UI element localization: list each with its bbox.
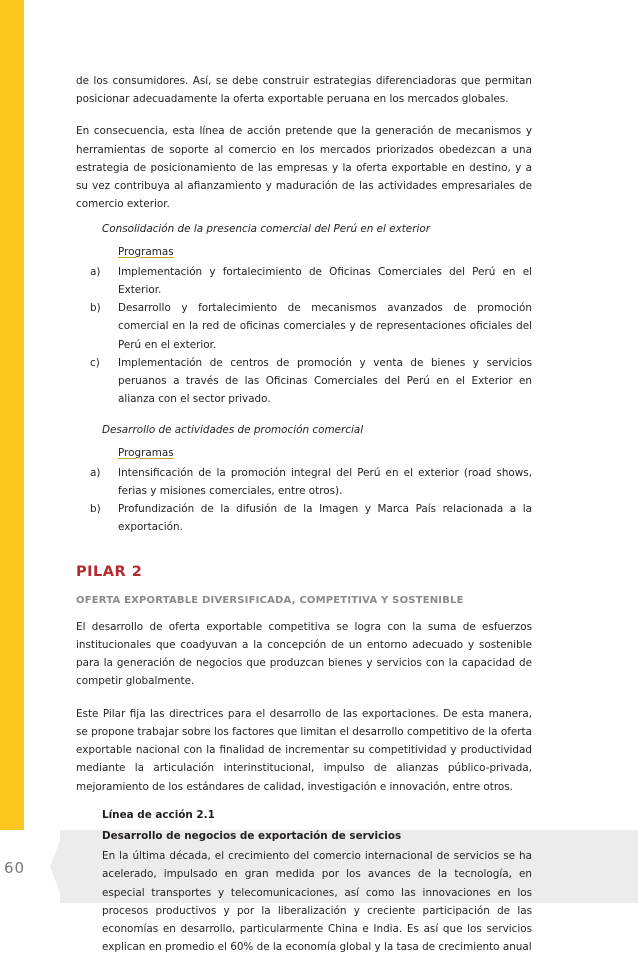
list-item-text: Desarrollo y fortalecimiento de mecanismos avanzados de promoción comercial en la red de oficinas comerciales y de representaciones oficiales del Perú en el exterior. xyxy=(118,302,532,351)
programas-list xyxy=(90,263,532,409)
list-item xyxy=(90,354,532,409)
intro-paragraph: En consecuencia, esta línea de acción pretende que la generación de mecanismos y herramientas de soporte al comercio en los mercados priorizados obedezcan a una estrategia de posicionamiento de las empresas y la oferta exportable en destino, y a su vez contribuya al afianzamiento y maduración de las actividades empresariales de comercio exterior. xyxy=(76,125,532,211)
section-title-consolidacion: Consolidación de la presencia comercial del Perú en el exterior xyxy=(102,223,430,236)
list-item xyxy=(90,464,532,500)
list-item xyxy=(90,299,532,354)
list-item-text: Profundización de la difusión de la Imagen y Marca País relacionada a la exportación. xyxy=(118,503,532,534)
action-line-block xyxy=(102,806,532,956)
page-content xyxy=(76,72,532,956)
list-marker: b) xyxy=(90,302,101,315)
list-marker: a) xyxy=(90,265,101,278)
page-number: 60 xyxy=(4,859,26,877)
list-item xyxy=(90,263,532,299)
action-line-subheading: Desarrollo de negocios de exportación de servicios xyxy=(102,829,402,842)
list-marker: c) xyxy=(90,356,100,369)
pillar-subtitle: OFERTA EXPORTABLE DIVERSIFICADA, COMPETITIVA Y SOSTENIBLE xyxy=(76,594,464,606)
intro-paragraph-continued: de los consumidores. Así, se debe construir estrategias diferenciadoras que permitan posicionar adecuadamente la oferta exportable peruana en los mercados globales. xyxy=(76,75,532,106)
pillar-title: PILAR 2 xyxy=(76,563,143,580)
programas-list xyxy=(90,464,532,537)
list-item-text: Intensificación de la promoción integral del Perú en el exterior (road shows, ferias y misiones comerciales, entre otros). xyxy=(118,466,532,498)
action-line-paragraph: En la última década, el crecimiento del comercio internacional de servicios se ha acelerado, impulsado en gran medida por los avances de la tecnología, en especial transportes y telecomunicaciones, así como las innovaciones en los procesos productivos y por la liberalización y creciente participación de las economías en desarrollo, particularmente China e India. Es así que los servicios explican en promedio el 60% de la economía global y la tasa de crecimiento anual xyxy=(102,850,532,954)
action-line-heading: Línea de acción 2.1 xyxy=(102,808,215,821)
list-item-text: Implementación y fortalecimiento de Oficinas Comerciales del Perú en el Exterior. xyxy=(118,265,532,297)
programas-label: Programas xyxy=(118,245,174,258)
programas-label: Programas xyxy=(118,446,174,459)
pillar-paragraph: Este Pilar fija las directrices para el desarrollo de las exportaciones. De esta manera, se propone trabajar sobre los factores que limitan el desarrollo competitivo de la oferta exportable nacional con la finalidad de incrementar su competitividad y productividad mediante la articulación interinstitucional, impulso de alianzas público-privada, mejoramiento de los estándares de calidad, investigación e innovación, entre otros. xyxy=(76,707,532,793)
list-item xyxy=(90,500,532,536)
list-item-text: Implementación de centros de promoción y venta de bienes y servicios peruanos a través de las Oficinas Comerciales del Perú en el Exterior en alianza con el sector privado. xyxy=(118,356,532,406)
footer-chevron-shape xyxy=(44,830,80,903)
yellow-side-bar xyxy=(0,0,24,830)
pillar-paragraph: El desarrollo de oferta exportable competitiva se logra con la suma de esfuerzos institucionales que coadyuvan a la concepción de un entorno adecuado y sostenible para la generación de negocios que produzcan bienes y servicios con la capacidad de competir globalmente. xyxy=(76,620,532,688)
list-marker: b) xyxy=(90,503,101,516)
section-title-promocion: Desarrollo de actividades de promoción comercial xyxy=(102,424,364,437)
list-marker: a) xyxy=(90,466,101,479)
